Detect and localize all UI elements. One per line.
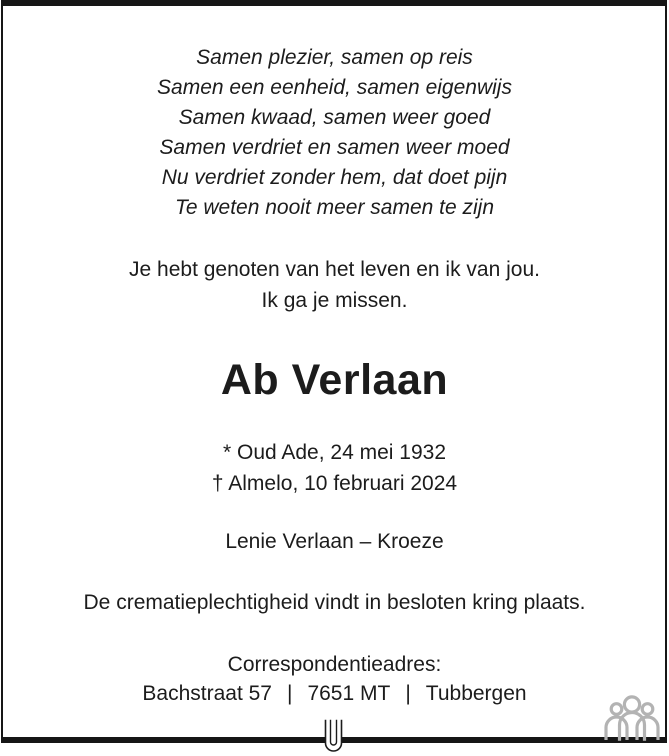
correspondence-section [0, 650, 669, 708]
poem-line: Samen verdriet en samen weer moed [159, 136, 510, 159]
poem-line: Samen kwaad, samen weer goed [178, 106, 491, 129]
poem-line: Samen plezier, samen op reis [196, 46, 473, 69]
address-street: Bachstraat 57 [142, 682, 272, 705]
address-postal-code: 7651 MT [307, 682, 391, 705]
ceremony-notice: De crematieplechtigheid vindt in besloten kring plaats. [83, 591, 586, 614]
poem-line: Nu verdriet zonder hem, dat doet pijn [161, 166, 508, 189]
address-line [0, 679, 669, 708]
birth-line: * Oud Ade, 24 mei 1932 [223, 441, 446, 464]
poem-line: Samen een eenheid, samen eigenwijs [157, 76, 512, 99]
poem-line: Te weten nooit meer samen te zijn [174, 196, 495, 219]
relative-name: Lenie Verlaan – Kroeze [225, 530, 444, 553]
address-city: Tubbergen [425, 682, 527, 705]
deceased-name: Ab Verlaan [220, 356, 449, 404]
address-separator: | [286, 682, 293, 705]
life-dates [0, 437, 669, 499]
paperclip-icon [321, 719, 346, 755]
family-group-icon [604, 694, 660, 741]
address-separator: | [405, 682, 411, 705]
message-line: Ik ga je missen. [261, 289, 408, 312]
personal-message [0, 254, 669, 316]
message-line: Je hebt genoten van het leven en ik van jou. [129, 258, 540, 281]
death-line: † Almelo, 10 februari 2024 [211, 472, 458, 495]
poem [0, 43, 669, 223]
correspondence-label: Correspondentieadres: [227, 653, 442, 676]
